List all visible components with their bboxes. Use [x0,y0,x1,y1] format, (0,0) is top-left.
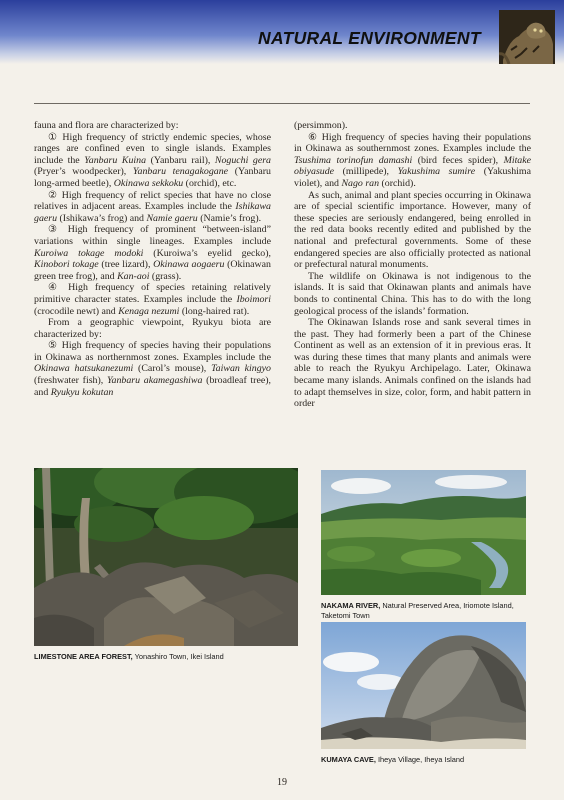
left-column-paragraph: ② High frequency of relict species that have no close relatives in adjacent areas. Examples include the Ishikawa gaeru (Ishikawa’s frog) and Namie gaeru (Namie’s frog). [34,189,271,224]
page-number: 19 [277,777,287,788]
right-column-paragraph: ⑥ High frequency of species having their populations in Okinawa as southernmost zones. Examples include the Tsushima torinofun damashi (bird feces spider), Mitake obiyasude (millipede), Yakushima sumire (Yakushima violet), and Nago ran (orchid). [294,131,532,189]
caption-forest [34,652,298,662]
header-banner [0,0,564,64]
caption-forest-location: Yonashiro Town, Ikei Island [132,652,224,661]
text-column-right [294,120,531,410]
right-column-paragraph: (persimmon). [294,120,348,131]
header-rule [34,103,530,104]
caption-cave-location: Iheya Village, Iheya Island [375,755,465,764]
caption-river [321,601,529,621]
caption-river-name: NAKAMA RIVER, [321,601,381,610]
caption-cave [321,755,529,765]
right-column-paragraph: As such, animal and plant species occurring in Okinawa are of special scientific importance. However, many of these species are seriously endangered, being enrolled in the red data books recently edited and published by the national and prefectural governments. Some of these endangered species are also officially protected as national or prefectural natural monuments. [294,189,531,271]
wildcat-photo [499,10,555,64]
left-column-paragraph: From a geographic viewpoint, Ryukyu biota are characterized by: [34,317,271,340]
kumaya-cave-photo [321,622,526,749]
left-column-paragraph: ⑤ High frequency of species having their populations in Okinawa as northernmost zones. Examples include the Okinawa hatsukanezumi (Carol’s mouse), Taiwan kingyo (freshwater fish), Yanbaru akamegashiwa (broadleaf tree), and Ryukyu kokutan [34,340,271,398]
nakama-river-photo [321,470,526,595]
left-column-paragraph: ③ High frequency of prominent “between-island” variations within single lineages. Examples include Kuroiwa tokage modoki (Kuroiwa’s eyelid gecko), Kinobori tokage (tree lizard), Okinawa aogaeru (Okinawan green tree frog), and Kan-aoi (grass). [34,224,271,282]
right-column-paragraph: The Okinawan Islands rose and sank several times in the past. They had formerly been a part of the Chinese Continent as well as an extension of it in previous eras. It was during these times that many plants and animals were able to reach the Ryukyu Archipelago. Later, Okinawa became many islands. Animals confined on the islands had to adapt themselves in size, color, form, and habit pattern in order [294,317,531,410]
caption-river-location: Natural Preserved Area, Iriomote Island, Taketomi Town [321,601,514,620]
limestone-forest-photo [34,468,298,646]
caption-cave-name: KUMAYA CAVE, [321,755,376,764]
left-column-paragraph: ① High frequency of strictly endemic species, whose ranges are confined even to single islands. Examples include the Yanbaru Kuina (Yanbaru rail), Noguchi gera (Pryer’s woodpecker), Yanbaru tenagakogane (Yanbaru long-armed beetle), Okinawa sekkoku (orchid), etc. [34,131,271,189]
left-column-paragraph: fauna and flora are characterized by: [34,120,179,131]
text-column-left [34,120,271,398]
caption-forest-name: LIMESTONE AREA FOREST, [34,652,133,661]
left-column-paragraph: ④ High frequency of species retaining relatively primitive character states. Examples include the Iboimori (crocodile newt) and Kenaga nezumi (long-haired rat). [34,282,271,317]
section-title: NATURAL ENVIRONMENT [258,28,481,48]
right-column-paragraph: The wildlife on Okinawa is not indigenous to the islands. It is said that Okinawan plants and animals have bonds to continental China. This has to do with the long geological process of the islands’ formation. [294,270,531,317]
